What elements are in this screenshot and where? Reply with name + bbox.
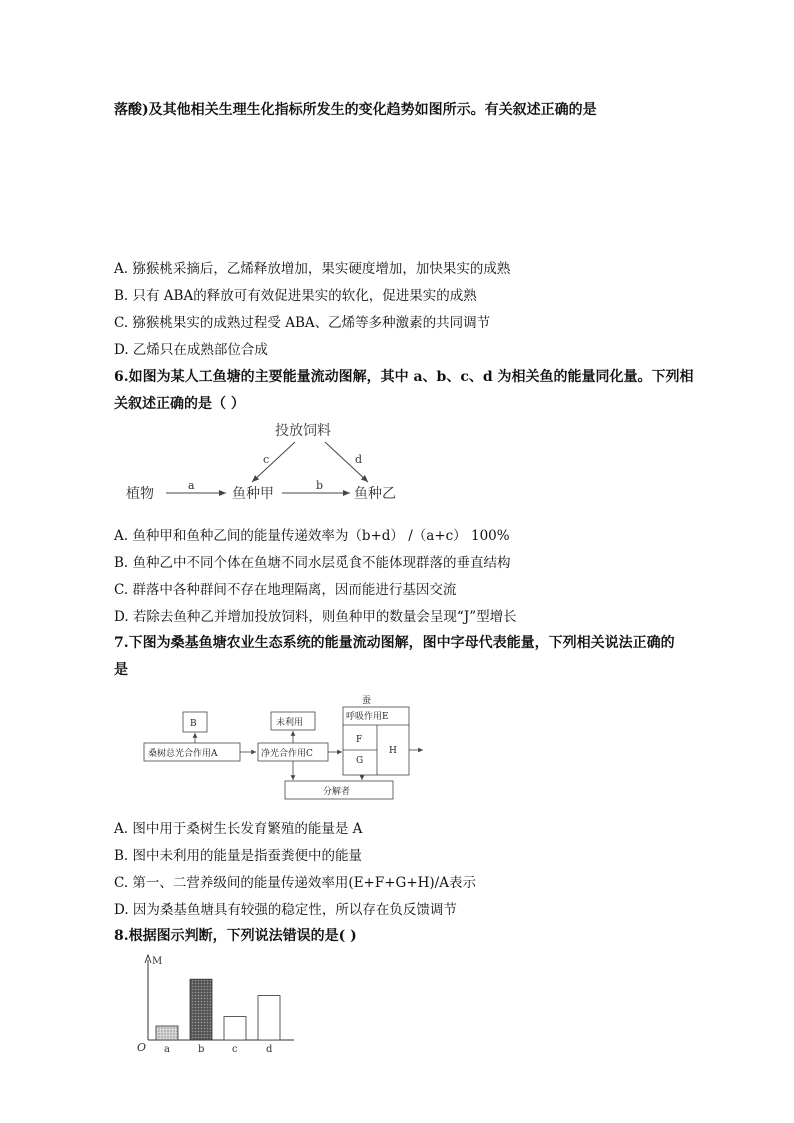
q8-tick-label-c: c (232, 1044, 238, 1055)
q8-bar-chart (134, 952, 304, 1058)
q7-box-f-label: F (356, 735, 363, 745)
q5-option-d: D. 乙烯只在成熟部位合成 (114, 342, 268, 358)
q7-total-photo-label: 桑树总光合作用A (148, 749, 218, 759)
q6-label-b: b (316, 479, 324, 492)
q6-option-d: D. 若除去鱼种乙并增加投放饲料，则鱼种甲的数量会呈现“J”型增长 (114, 609, 517, 625)
q6-fish-b-label: 鱼种乙 (354, 486, 396, 502)
q6-feed-label: 投放饲料 (275, 423, 331, 439)
q6-label-d: d (355, 453, 363, 466)
q6-option-c: C. 群落中各种群间不存在地理隔离，因而能进行基因交流 (114, 582, 457, 598)
q7-decomposer-label: 分解者 (323, 787, 351, 797)
q5-option-a: A. 猕猴桃采摘后，乙烯释放增加，果实硬度增加，加快果实的成熟 (114, 261, 511, 277)
q7-box-g-label: G (356, 756, 364, 766)
q8-stem: 8.根据图示判断，下列说法错误的是( ) (114, 928, 357, 944)
q6-energy-flow-diagram (110, 418, 430, 508)
q7-mulberry-fishpond-diagram (140, 690, 440, 802)
q6-fish-a-label: 鱼种甲 (232, 486, 274, 502)
q8-bar-c (224, 1017, 246, 1040)
q8-tick-label-b: b (198, 1044, 205, 1055)
q6-stem-line1: 6.如图为某人工鱼塘的主要能量流动图解，其中 a、b、c、d 为相关鱼的能量同化量。下列相 (114, 369, 694, 385)
q6-option-b: B. 鱼种乙中不同个体在鱼塘不同水层觅食不能体现群落的垂直结构 (114, 555, 511, 571)
intro-text: 落酸)及其他相关生理生化指标所发生的变化趋势如图所示。有关叙述正确的是 (114, 102, 597, 118)
q7-stem-line1: 7.下图为桑基鱼塘农业生态系统的能量流动图解，图中字母代表能量，下列相关说法正确的 (114, 635, 675, 651)
q8-y-label: M (152, 956, 163, 967)
q8-tick-label-d: d (266, 1044, 273, 1055)
q7-option-a: A. 图中用于桑树生长发育繁殖的能量是 A (114, 821, 363, 837)
q7-box-h-label: H (389, 746, 397, 756)
q6-stem-line2: 关叙述正确的是（ ） (114, 396, 245, 412)
q7-silkworm-label: 蚕 (362, 696, 372, 706)
q7-option-c: C. 第一、二营养级间的能量传递效率用(E+F+G+H)/A表示 (114, 875, 476, 891)
q8-bar-a (156, 1026, 178, 1040)
q6-option-a: A. 鱼种甲和鱼种乙间的能量传递效率为（b+d） /（a+c） 100% (114, 528, 510, 544)
q8-origin-label: O (137, 1041, 147, 1054)
q8-bar-b (190, 979, 212, 1040)
q5-option-c: C. 猕猴桃果实的成熟过程受 ABA、乙烯等多种激素的共同调节 (114, 315, 491, 331)
q7-stem-line2: 是 (114, 662, 128, 678)
q5-option-b: B. 只有 ABA的释放可有效促进果实的软化，促进果实的成熟 (114, 288, 477, 304)
q8-bar-d (258, 996, 280, 1040)
q7-respiration-label: 呼吸作用E (346, 712, 389, 722)
q7-option-b: B. 图中未利用的能量是指蚕粪便中的能量 (114, 848, 363, 864)
q6-plant-label: 植物 (126, 486, 154, 502)
q7-box-unused-label: 未利用 (276, 718, 304, 728)
q6-label-a: a (188, 479, 195, 492)
q7-option-d: D. 因为桑基鱼塘具有较强的稳定性，所以存在负反馈调节 (114, 902, 457, 918)
q8-tick-label-a: a (164, 1044, 170, 1055)
q6-arrow-c (252, 442, 295, 482)
q7-net-photo-label: 净光合作用C (261, 749, 313, 759)
q7-box-b-label: B (190, 719, 197, 729)
q6-label-c: c (263, 453, 270, 466)
